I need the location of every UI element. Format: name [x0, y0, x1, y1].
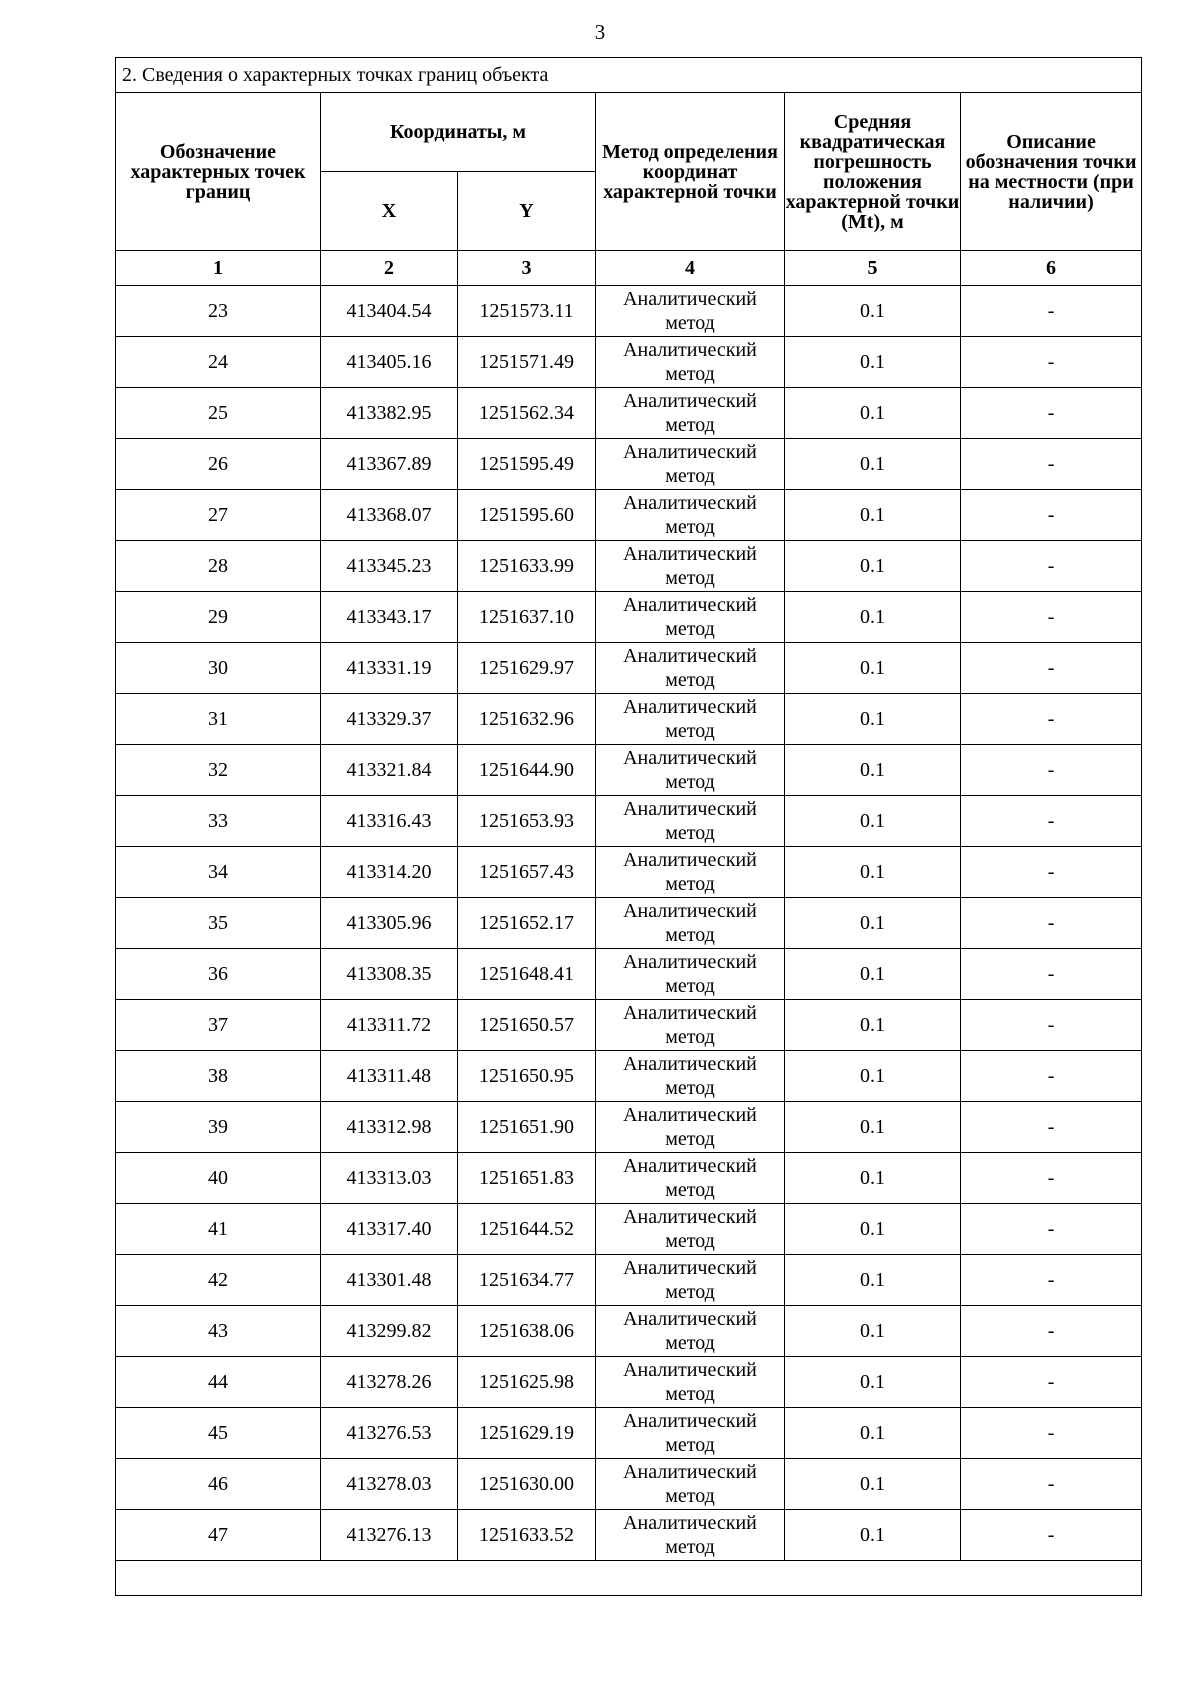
point-number: 33: [116, 796, 321, 847]
y-coordinate: 1251634.77: [458, 1255, 596, 1306]
method-label: Аналитический: [623, 1155, 757, 1177]
table-row: [116, 1510, 1142, 1561]
method-label: метод: [665, 516, 715, 538]
point-number: 44: [116, 1357, 321, 1408]
point-description: -: [961, 592, 1142, 643]
mean-square-error: 0.1: [785, 490, 961, 541]
header-y: Y: [458, 172, 596, 251]
table-row: [116, 439, 1142, 490]
method-label: Аналитический: [623, 390, 757, 412]
y-coordinate: 1251637.10: [458, 592, 596, 643]
mean-square-error: 0.1: [785, 439, 961, 490]
method-label: метод: [665, 312, 715, 334]
point-number: 34: [116, 847, 321, 898]
x-coordinate: 413343.17: [321, 592, 458, 643]
point-number: 42: [116, 1255, 321, 1306]
point-number: 24: [116, 337, 321, 388]
point-number: 39: [116, 1102, 321, 1153]
method-label: Аналитический: [623, 1410, 757, 1432]
point-number: 26: [116, 439, 321, 490]
x-coordinate: 413311.48: [321, 1051, 458, 1102]
y-coordinate: 1251653.93: [458, 796, 596, 847]
method-label: метод: [665, 1383, 715, 1405]
method-label: метод: [665, 1434, 715, 1456]
point-description: -: [961, 1255, 1142, 1306]
x-coordinate: 413305.96: [321, 898, 458, 949]
mean-square-error: 0.1: [785, 1306, 961, 1357]
x-coordinate: 413301.48: [321, 1255, 458, 1306]
method-cell: [596, 388, 785, 439]
point-number: 43: [116, 1306, 321, 1357]
point-description: -: [961, 286, 1142, 337]
method-cell: [596, 1000, 785, 1051]
x-coordinate: 413308.35: [321, 949, 458, 1000]
table-row: [116, 286, 1142, 337]
method-cell: [596, 1204, 785, 1255]
y-coordinate: 1251630.00: [458, 1459, 596, 1510]
table-row: [116, 1255, 1142, 1306]
x-coordinate: 413329.37: [321, 694, 458, 745]
point-number: 32: [116, 745, 321, 796]
point-description: -: [961, 1153, 1142, 1204]
x-coordinate: 413314.20: [321, 847, 458, 898]
column-number: 1: [116, 251, 321, 286]
method-cell: [596, 541, 785, 592]
method-cell: [596, 1357, 785, 1408]
y-coordinate: 1251595.60: [458, 490, 596, 541]
x-coordinate: 413317.40: [321, 1204, 458, 1255]
column-number: 6: [961, 251, 1142, 286]
y-coordinate: 1251650.57: [458, 1000, 596, 1051]
method-cell: [596, 745, 785, 796]
point-description: -: [961, 949, 1142, 1000]
x-coordinate: 413313.03: [321, 1153, 458, 1204]
point-description: -: [961, 1204, 1142, 1255]
header-point-designation: Обозначение характерных точек границ: [116, 93, 321, 251]
empty-cell: [116, 1561, 1142, 1596]
x-coordinate: 413311.72: [321, 1000, 458, 1051]
x-coordinate: 413299.82: [321, 1306, 458, 1357]
method-label: Аналитический: [623, 1257, 757, 1279]
method-label: метод: [665, 822, 715, 844]
column-number: 4: [596, 251, 785, 286]
method-cell: [596, 796, 785, 847]
method-label: метод: [665, 771, 715, 793]
method-label: Аналитический: [623, 543, 757, 565]
method-cell: [596, 1051, 785, 1102]
y-coordinate: 1251648.41: [458, 949, 596, 1000]
method-cell: [596, 1459, 785, 1510]
point-number: 31: [116, 694, 321, 745]
column-number: 2: [321, 251, 458, 286]
x-coordinate: 413382.95: [321, 388, 458, 439]
method-cell: [596, 1306, 785, 1357]
method-cell: [596, 490, 785, 541]
method-label: Аналитический: [623, 900, 757, 922]
table-row: [116, 643, 1142, 694]
point-description: -: [961, 1408, 1142, 1459]
table-row: [116, 796, 1142, 847]
method-label: метод: [665, 669, 715, 691]
method-cell: [596, 1102, 785, 1153]
method-label: Аналитический: [623, 288, 757, 310]
y-coordinate: 1251632.96: [458, 694, 596, 745]
point-description: -: [961, 1000, 1142, 1051]
x-coordinate: 413367.89: [321, 439, 458, 490]
method-label: метод: [665, 414, 715, 436]
method-label: Аналитический: [623, 747, 757, 769]
header-coordinates: Координаты, м: [321, 93, 596, 172]
method-cell: [596, 694, 785, 745]
table-row: [116, 1357, 1142, 1408]
point-number: 41: [116, 1204, 321, 1255]
y-coordinate: 1251571.49: [458, 337, 596, 388]
method-label: метод: [665, 567, 715, 589]
point-number: 30: [116, 643, 321, 694]
point-description: -: [961, 490, 1142, 541]
mean-square-error: 0.1: [785, 796, 961, 847]
method-label: метод: [665, 465, 715, 487]
point-description: -: [961, 388, 1142, 439]
y-coordinate: 1251595.49: [458, 439, 596, 490]
point-description: -: [961, 1510, 1142, 1561]
method-cell: [596, 592, 785, 643]
method-label: Аналитический: [623, 1461, 757, 1483]
method-label: метод: [665, 924, 715, 946]
method-label: метод: [665, 1128, 715, 1150]
method-label: метод: [665, 1332, 715, 1354]
header-x: X: [321, 172, 458, 251]
method-label: метод: [665, 1536, 715, 1558]
y-coordinate: 1251562.34: [458, 388, 596, 439]
table-row: [116, 1051, 1142, 1102]
point-number: 37: [116, 1000, 321, 1051]
method-cell: [596, 439, 785, 490]
method-label: метод: [665, 720, 715, 742]
mean-square-error: 0.1: [785, 592, 961, 643]
method-cell: [596, 286, 785, 337]
mean-square-error: 0.1: [785, 1153, 961, 1204]
mean-square-error: 0.1: [785, 1357, 961, 1408]
y-coordinate: 1251629.97: [458, 643, 596, 694]
method-label: Аналитический: [623, 1053, 757, 1075]
y-coordinate: 1251633.52: [458, 1510, 596, 1561]
table-row: [116, 1102, 1142, 1153]
table-row: [116, 1306, 1142, 1357]
x-coordinate: 413404.54: [321, 286, 458, 337]
point-description: -: [961, 439, 1142, 490]
method-label: метод: [665, 1077, 715, 1099]
x-coordinate: 413345.23: [321, 541, 458, 592]
point-number: 38: [116, 1051, 321, 1102]
table-row: [116, 694, 1142, 745]
table-row: [116, 592, 1142, 643]
mean-square-error: 0.1: [785, 1408, 961, 1459]
point-description: -: [961, 1102, 1142, 1153]
y-coordinate: 1251633.99: [458, 541, 596, 592]
point-number: 40: [116, 1153, 321, 1204]
method-label: Аналитический: [623, 492, 757, 514]
point-number: 23: [116, 286, 321, 337]
table-row: [116, 1459, 1142, 1510]
section-title: 2. Сведения о характерных точках границ объекта: [116, 58, 1142, 93]
table-row: [116, 898, 1142, 949]
point-number: 29: [116, 592, 321, 643]
point-number: 45: [116, 1408, 321, 1459]
mean-square-error: 0.1: [785, 541, 961, 592]
method-label: Аналитический: [623, 1512, 757, 1534]
header-description: Описание обозначения точки на местности (при наличии): [961, 93, 1142, 251]
method-label: Аналитический: [623, 696, 757, 718]
y-coordinate: 1251625.98: [458, 1357, 596, 1408]
point-number: 46: [116, 1459, 321, 1510]
y-coordinate: 1251651.90: [458, 1102, 596, 1153]
mean-square-error: 0.1: [785, 898, 961, 949]
method-label: Аналитический: [623, 594, 757, 616]
mean-square-error: 0.1: [785, 694, 961, 745]
y-coordinate: 1251644.90: [458, 745, 596, 796]
mean-square-error: 0.1: [785, 1000, 961, 1051]
method-label: Аналитический: [623, 1359, 757, 1381]
point-number: 35: [116, 898, 321, 949]
table-row: [116, 1204, 1142, 1255]
x-coordinate: 413278.26: [321, 1357, 458, 1408]
method-label: Аналитический: [623, 849, 757, 871]
x-coordinate: 413316.43: [321, 796, 458, 847]
method-cell: [596, 847, 785, 898]
method-cell: [596, 1510, 785, 1561]
y-coordinate: 1251638.06: [458, 1306, 596, 1357]
method-label: метод: [665, 1485, 715, 1507]
empty-footer-row: [116, 1561, 1142, 1596]
point-number: 47: [116, 1510, 321, 1561]
header-method: Метод определения координат характерной точки: [596, 93, 785, 251]
method-label: Аналитический: [623, 798, 757, 820]
method-label: Аналитический: [623, 1206, 757, 1228]
method-cell: [596, 1408, 785, 1459]
mean-square-error: 0.1: [785, 337, 961, 388]
method-label: Аналитический: [623, 1104, 757, 1126]
method-label: метод: [665, 1230, 715, 1252]
mean-square-error: 0.1: [785, 1510, 961, 1561]
point-description: -: [961, 643, 1142, 694]
table-row: [116, 949, 1142, 1000]
method-label: метод: [665, 618, 715, 640]
page-number: 3: [594, 20, 606, 44]
method-label: метод: [665, 1026, 715, 1048]
point-description: -: [961, 1459, 1142, 1510]
point-description: -: [961, 898, 1142, 949]
point-description: -: [961, 847, 1142, 898]
point-description: -: [961, 1306, 1142, 1357]
mean-square-error: 0.1: [785, 643, 961, 694]
method-cell: [596, 337, 785, 388]
x-coordinate: 413321.84: [321, 745, 458, 796]
table-row: [116, 541, 1142, 592]
mean-square-error: 0.1: [785, 1051, 961, 1102]
method-label: Аналитический: [623, 339, 757, 361]
method-cell: [596, 643, 785, 694]
point-number: 28: [116, 541, 321, 592]
table-row: [116, 847, 1142, 898]
point-number: 27: [116, 490, 321, 541]
method-label: Аналитический: [623, 441, 757, 463]
y-coordinate: 1251651.83: [458, 1153, 596, 1204]
method-label: Аналитический: [623, 1308, 757, 1330]
x-coordinate: 413278.03: [321, 1459, 458, 1510]
table-row: [116, 1153, 1142, 1204]
point-number: 25: [116, 388, 321, 439]
x-coordinate: 413368.07: [321, 490, 458, 541]
x-coordinate: 413276.53: [321, 1408, 458, 1459]
x-coordinate: 413331.19: [321, 643, 458, 694]
method-cell: [596, 949, 785, 1000]
mean-square-error: 0.1: [785, 1102, 961, 1153]
mean-square-error: 0.1: [785, 388, 961, 439]
method-label: Аналитический: [623, 1002, 757, 1024]
table-row: [116, 337, 1142, 388]
boundary-points-table: [115, 57, 1142, 1596]
point-description: -: [961, 1051, 1142, 1102]
method-label: метод: [665, 363, 715, 385]
table-row: [116, 388, 1142, 439]
column-number: 5: [785, 251, 961, 286]
header-error: Средняя квадратическая погрешность положения характерной точки (Mt), м: [785, 93, 961, 251]
y-coordinate: 1251657.43: [458, 847, 596, 898]
mean-square-error: 0.1: [785, 949, 961, 1000]
method-cell: [596, 1153, 785, 1204]
point-description: -: [961, 541, 1142, 592]
mean-square-error: 0.1: [785, 1204, 961, 1255]
mean-square-error: 0.1: [785, 1255, 961, 1306]
x-coordinate: 413312.98: [321, 1102, 458, 1153]
point-description: -: [961, 1357, 1142, 1408]
y-coordinate: 1251629.19: [458, 1408, 596, 1459]
table-row: [116, 490, 1142, 541]
x-coordinate: 413276.13: [321, 1510, 458, 1561]
method-label: Аналитический: [623, 951, 757, 973]
method-label: метод: [665, 975, 715, 997]
method-label: Аналитический: [623, 645, 757, 667]
column-number: 3: [458, 251, 596, 286]
method-cell: [596, 898, 785, 949]
column-numbers-row: [116, 251, 1142, 286]
mean-square-error: 0.1: [785, 286, 961, 337]
method-cell: [596, 1255, 785, 1306]
point-description: -: [961, 694, 1142, 745]
point-number: 36: [116, 949, 321, 1000]
method-label: метод: [665, 1179, 715, 1201]
method-label: метод: [665, 1281, 715, 1303]
table-row: [116, 1000, 1142, 1051]
mean-square-error: 0.1: [785, 1459, 961, 1510]
point-description: -: [961, 745, 1142, 796]
point-description: -: [961, 796, 1142, 847]
y-coordinate: 1251652.17: [458, 898, 596, 949]
mean-square-error: 0.1: [785, 745, 961, 796]
table-row: [116, 1408, 1142, 1459]
table-row: [116, 745, 1142, 796]
y-coordinate: 1251650.95: [458, 1051, 596, 1102]
method-label: метод: [665, 873, 715, 895]
x-coordinate: 413405.16: [321, 337, 458, 388]
y-coordinate: 1251573.11: [458, 286, 596, 337]
point-description: -: [961, 337, 1142, 388]
y-coordinate: 1251644.52: [458, 1204, 596, 1255]
mean-square-error: 0.1: [785, 847, 961, 898]
